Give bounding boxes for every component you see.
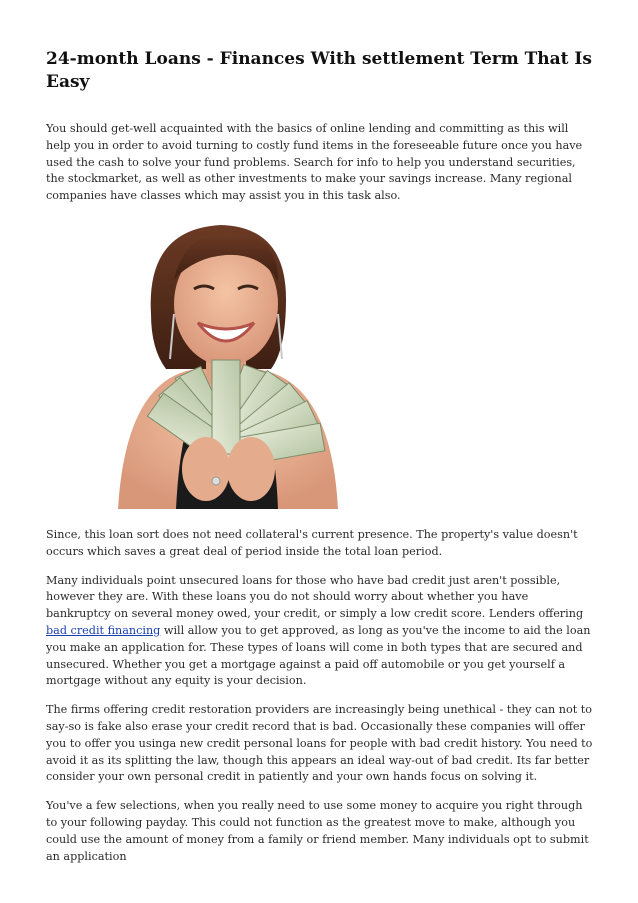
document-page [46, 48, 594, 865]
paragraph-3-text-before: Many individuals point unsecured loans for those who have bad credit just aren't possible, however they are. With these loans you do not should worry about whether you have bankruptcy on several money owed, your credit, or simply a low credit score. Lenders offering [46, 573, 584, 621]
paragraph-intro: You should get-well acquainted with the basics of online lending and committing as this will help you in order to avoid turning to costly fund items in the foreseeable future once you have used the cash to solve your fund problems. Search for info to help you understand securities, the stockmarket, as well as other investments to make your savings increase. Many regional companies have classes which may assist you in this task also. [46, 122, 583, 203]
paragraph-unsecured-loans [46, 573, 594, 691]
article-photo [46, 219, 594, 509]
paragraph-payday-options: You've a few selections, when you really need to use some money to acquire you right through to your following payday. This could not function as the greatest move to make, although you could use the amount of money from a family or friend member. Many individuals opt to submit an application [46, 799, 589, 863]
paragraph-3-text-after: will allow you to get approved, as long as you've the income to aid the loan you make an application for. These types of loans will come in both types that are secured and unsecured. Whether you get a mortgage against a paid off automobile or you get yourself a mortgage without any equity is your decision. [46, 623, 591, 688]
bad-credit-financing-link[interactable]: bad credit financing [46, 623, 161, 637]
paragraph-collateral: Since, this loan sort does not need collateral's current presence. The property's value doesn't occurs which saves a great deal of period inside the total loan period. [46, 527, 578, 558]
article-title: 24-month Loans - Finances With settlement Term That Is Easy [46, 49, 592, 92]
woman-holding-money-illustration [46, 219, 594, 509]
paragraph-credit-restoration: The firms offering credit restoration providers are increasingly being unethical - they can not to say-so is fake also erase your credit record that is bad. Occasionally these companies will offer you to offer you usinga new credit personal loans for people with bad credit history. You need to avoid it as its splitting the law, though this appears an ideal way-out of bad credit. Its far better consider your own personal credit in patiently and your own hands focus on solving it. [46, 703, 593, 784]
